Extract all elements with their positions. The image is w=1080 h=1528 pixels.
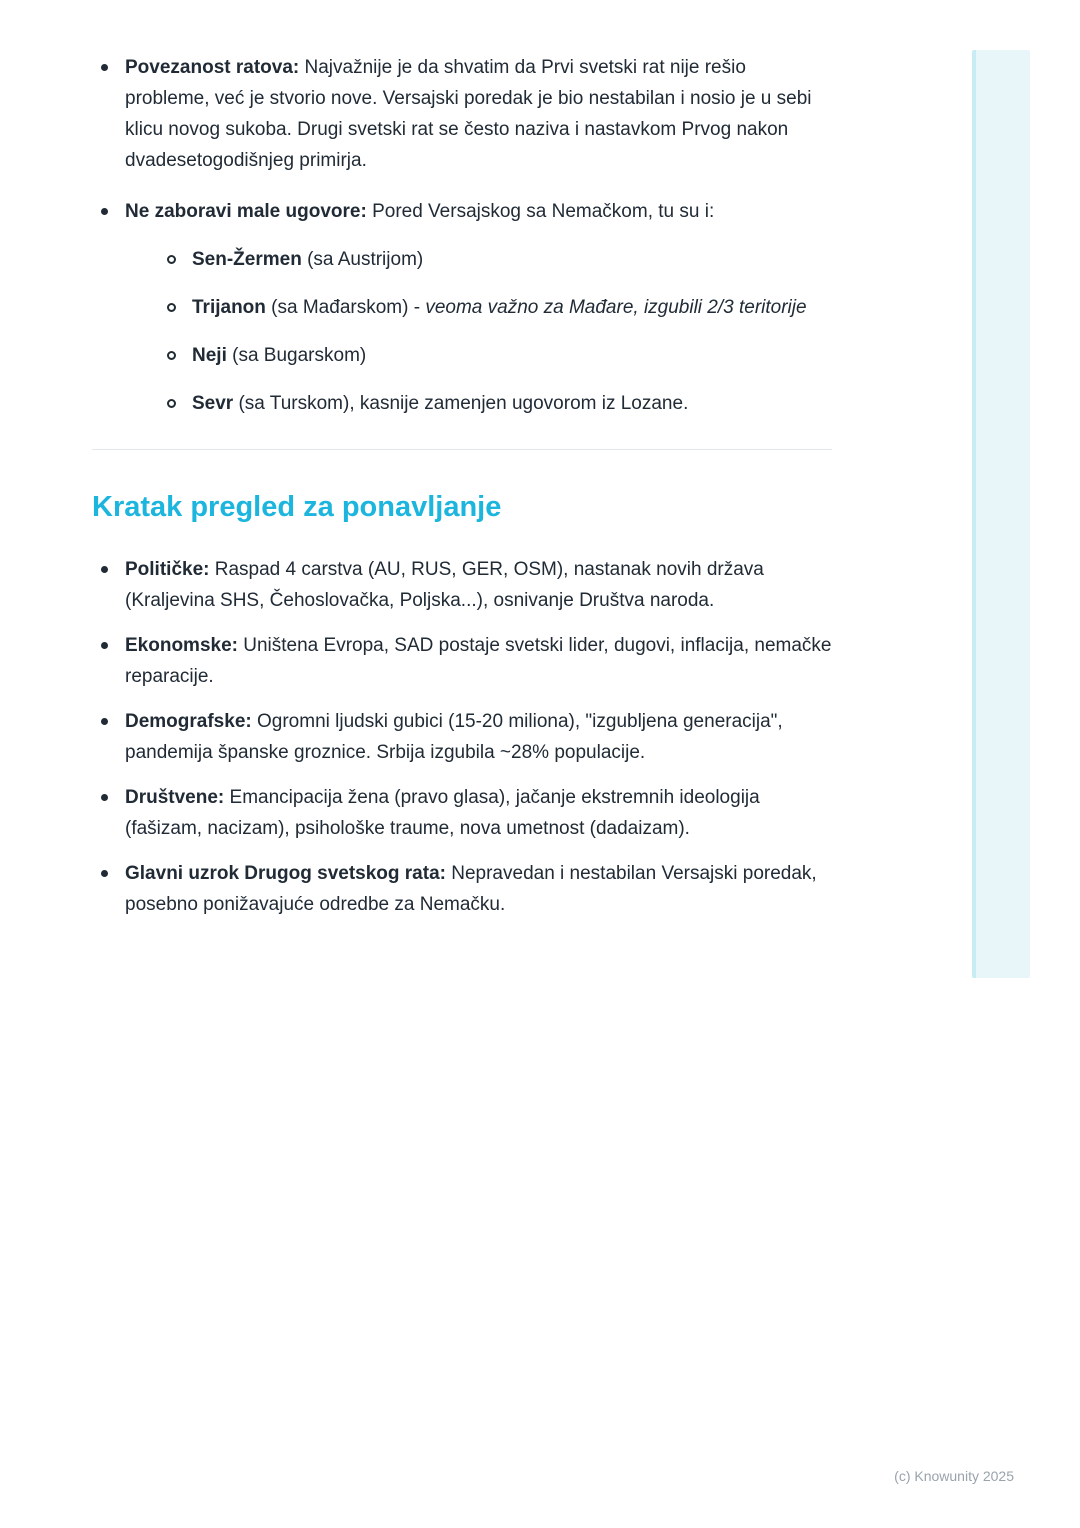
bullet-marker-icon xyxy=(101,64,108,71)
list-item xyxy=(92,52,832,176)
list-item-lead: Ne zaboravi male ugovore: xyxy=(125,201,367,222)
list-item xyxy=(92,630,832,692)
circle-marker-icon xyxy=(167,303,176,312)
sub-item-italic-note: veoma važno za Mađare, izgubili 2/3 teritorije xyxy=(425,297,807,318)
sub-item-text: (sa Mađarskom) - xyxy=(265,297,426,318)
page-accent-stripe xyxy=(972,50,1030,978)
bullet-marker-icon xyxy=(101,642,108,649)
sub-item-text: (sa Bugarskom) xyxy=(226,345,367,366)
sub-list-item xyxy=(159,292,832,323)
sub-item-text: (sa Turskom), kasnije zamenjen ugovorom iz Lozane. xyxy=(233,393,689,414)
circle-marker-icon xyxy=(167,399,176,408)
sub-list-item xyxy=(159,388,832,419)
bullet-marker-icon xyxy=(101,208,108,215)
list-item-lead: Povezanost ratova: xyxy=(125,57,300,78)
review-list xyxy=(92,554,832,920)
list-item-lead: Ekonomske: xyxy=(125,635,238,656)
section-divider xyxy=(92,449,832,450)
sub-item-lead: Sevr xyxy=(192,393,234,414)
sub-item-text: (sa Austrijom) xyxy=(301,249,424,270)
bullet-marker-icon xyxy=(101,718,108,725)
sub-list-item xyxy=(159,340,832,371)
list-item-lead: Društvene: xyxy=(125,787,225,808)
list-item-text: Uništena Evropa, SAD postaje svetski lider, dugovi, inflacija, nemačke reparacije. xyxy=(125,635,832,687)
list-item-text: Najvažnije je da shvatim da Prvi svetski rat nije rešio probleme, već je stvorio nove. Versajski poredak je bio nestabilan i nosio je u sebi klicu novog sukoba. Drugi svetski rat se često naziva i nastavkom Prvog nakon dvadesetogodišnjeg primirja. xyxy=(125,57,812,171)
sub-item-lead: Sen-Žermen xyxy=(192,249,302,270)
sub-list-item xyxy=(159,244,832,275)
list-item-text: Nepravedan i nestabilan Versajski poredak, posebno ponižavajuće odredbe za Nemačku. xyxy=(125,863,817,915)
circle-marker-icon xyxy=(167,351,176,360)
circle-marker-icon xyxy=(167,255,176,264)
sub-item-lead: Neji xyxy=(192,345,227,366)
bullet-marker-icon xyxy=(101,870,108,877)
list-item-lead: Glavni uzrok Drugog svetskog rata: xyxy=(125,863,446,884)
bullet-marker-icon xyxy=(101,566,108,573)
list-item-lead: Demografske: xyxy=(125,711,252,732)
list-item xyxy=(92,782,832,844)
list-item-lead: Političke: xyxy=(125,559,210,580)
list-item-text: Pored Versajskog sa Nemačkom, tu su i: xyxy=(366,201,715,222)
document-content xyxy=(92,52,832,934)
list-item xyxy=(92,554,832,616)
section-heading: Kratak pregled za ponavljanje xyxy=(92,491,502,523)
list-item xyxy=(92,858,832,920)
treaties-list xyxy=(92,52,832,419)
list-item-text: Ogromni ljudski gubici (15-20 miliona), "izgubljena generacija", pandemija španske groznice. Srbija izgubila ~28% populacije. xyxy=(125,711,783,763)
list-item xyxy=(92,706,832,768)
sub-item-lead: Trijanon xyxy=(192,297,266,318)
copyright-footer: (c) Knowunity 2025 xyxy=(894,1468,1014,1484)
treaties-sub-list xyxy=(159,244,832,419)
list-item xyxy=(92,196,832,419)
bullet-marker-icon xyxy=(101,794,108,801)
list-item-text: Raspad 4 carstva (AU, RUS, GER, OSM), nastanak novih država (Kraljevina SHS, Čehoslovačka, Poljska...), osnivanje Društva naroda. xyxy=(125,559,764,611)
list-item-text: Emancipacija žena (pravo glasa), jačanje ekstremnih ideologija (fašizam, nacizam), psihološke traume, nova umetnost (dadaizam). xyxy=(125,787,760,839)
